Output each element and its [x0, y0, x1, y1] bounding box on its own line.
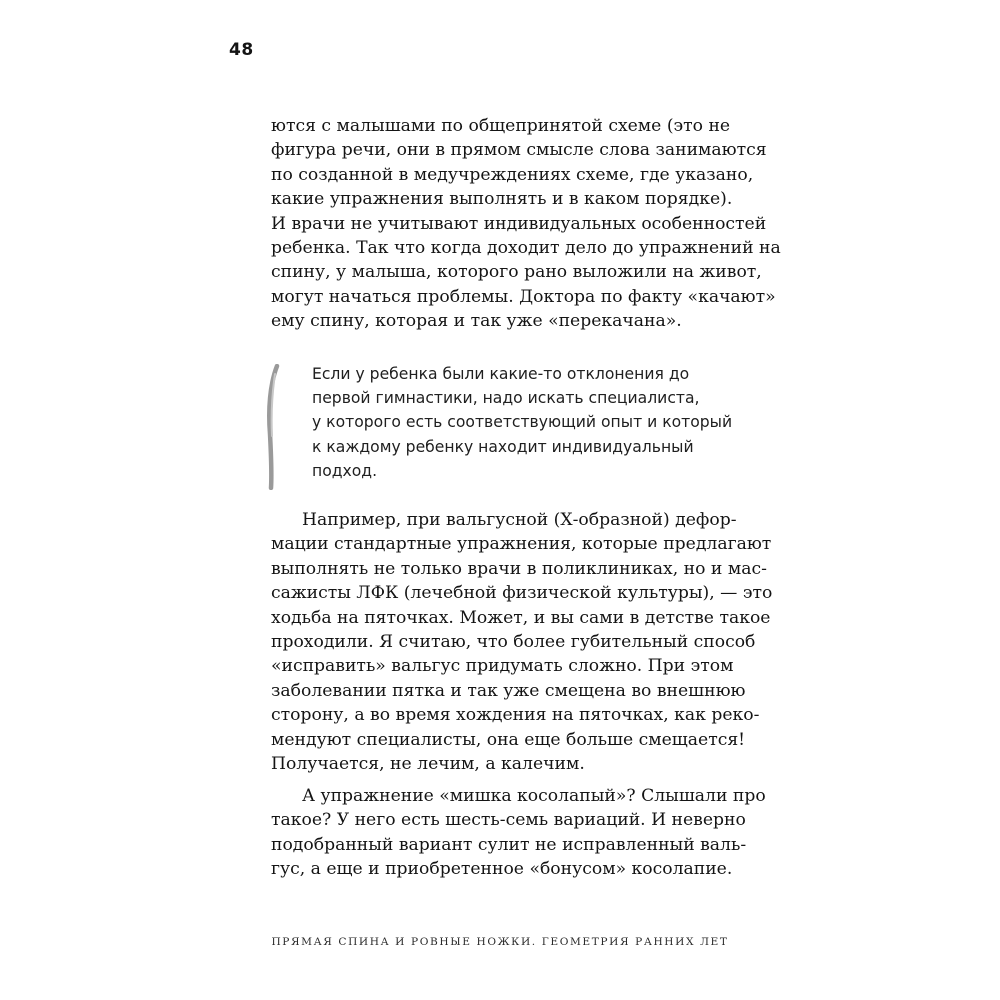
- text-line: ему спину, которая и так уже «перекачана».: [271, 311, 682, 332]
- paragraph-clubfoot: [271, 784, 766, 882]
- text-line: какие упражнения выполнять и в каком порядке).: [271, 189, 733, 210]
- paragraph-continuation: [271, 114, 781, 334]
- text-line: могут начаться проблемы. Доктора по факту «качают»: [271, 286, 776, 307]
- text-line: мации стандартные упражнения, которые предлагают: [271, 534, 772, 555]
- callout-line: подход.: [312, 461, 378, 480]
- text-line: заболевании пятка и так уже смещена во внешнюю: [271, 680, 746, 701]
- callout-line: первой гимнастики, надо искать специалиста,: [312, 389, 700, 408]
- callout-line: Если у ребенка были какие-то отклонения до: [312, 365, 690, 383]
- text-line: гус, а еще и приобретенное «бонусом» косолапие.: [271, 859, 733, 880]
- text-line: «исправить» вальгус придумать сложно. При этом: [271, 656, 734, 677]
- text-line: И врачи не учитывают индивидуальных особенностей: [271, 213, 767, 234]
- paragraph-valgus: [271, 508, 773, 776]
- callout-line: у которого есть соответствующий опыт и который: [312, 413, 733, 432]
- pencil-stroke-icon: [262, 364, 292, 490]
- callout-text: [312, 362, 732, 483]
- callout-box: [262, 362, 732, 490]
- page-number: 48: [229, 40, 254, 60]
- text-line: сажисты ЛФК (лечебной физической культуры), — это: [271, 583, 773, 604]
- text-line: проходили. Я считаю, что более губительный способ: [271, 632, 756, 653]
- text-line: по созданной в медучреждениях схеме, где указано,: [271, 164, 754, 185]
- text-line: такое? У него есть шесть-семь вариаций. И неверно: [271, 810, 746, 831]
- text-line: А упражнение «мишка косолапый»? Слышали про: [302, 786, 766, 806]
- text-line: подобранный вариант сулит не исправленный валь-: [271, 834, 747, 855]
- text-line: фигура речи, они в прямом смысле слова занимаются: [271, 140, 767, 161]
- text-line: выполнять не только врачи в поликлиниках, но и мас-: [271, 558, 767, 579]
- callout-line: к каждому ребенку находит индивидуальный: [312, 437, 694, 456]
- text-line: Например, при вальгусной (Х-образной) дефор-: [302, 510, 737, 530]
- text-line: сторону, а во время хождения на пяточках, как реко-: [271, 705, 760, 726]
- text-line: Получается, не лечим, а калечим.: [271, 754, 585, 775]
- running-footer: ПРЯМАЯ СПИНА И РОВНЫЕ НОЖКИ. ГЕОМЕТРИЯ РАННИХ ЛЕТ: [271, 936, 729, 948]
- text-line: спину, у малыша, которого рано выложили на живот,: [271, 262, 762, 283]
- text-line: ребенка. Так что когда доходит дело до упражнений на: [271, 238, 781, 259]
- text-line: ходьба на пяточках. Может, и вы сами в детстве такое: [271, 607, 771, 628]
- text-line: ются с малышами по общепринятой схеме (это не: [271, 116, 731, 136]
- text-line: мендуют специалисты, она еще больше смещается!: [271, 729, 746, 750]
